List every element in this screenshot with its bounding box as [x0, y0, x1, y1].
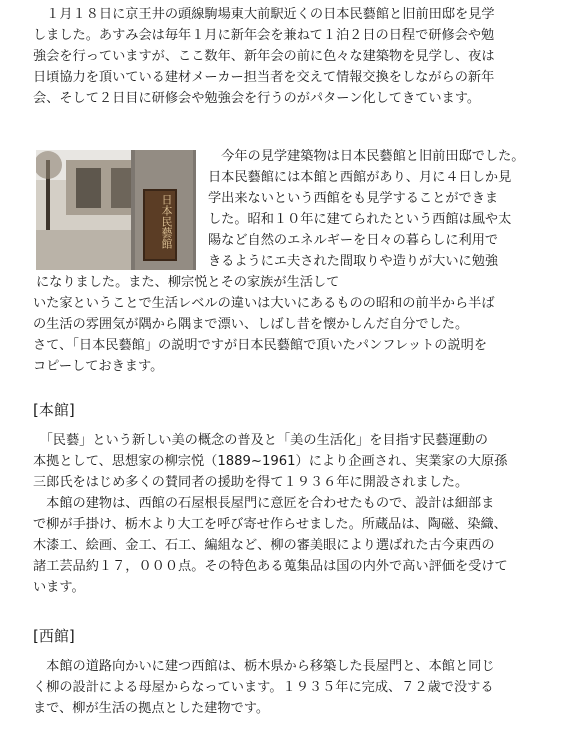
continuation-line: の生活の雰囲気が隅から隅まで漂い、しばし昔を懐かしんだ自分でした。 — [33, 317, 469, 332]
honkan-heading: [本館] — [33, 401, 75, 419]
honkan-line: います。 — [33, 580, 85, 595]
side-paragraph — [36, 146, 538, 293]
intro-line: 日頃協力を頂いている建材メーカー担当者を交えて情報交換をしながらの新年 — [33, 70, 495, 85]
nishikan-line: まで、柳が生活の拠点とした建物です。 — [33, 701, 270, 716]
continuation-paragraph — [33, 293, 539, 377]
honkan-body — [33, 430, 539, 598]
honkan-line: で柳が手掛け、栃木より大工を呼び寄せ作らせました。所蔵品は、陶磁、染織、 — [33, 517, 507, 532]
nishikan-section — [33, 626, 539, 647]
side-line: 今年の見学建築物は日本民藝館と旧前田邸でした。 — [208, 149, 525, 164]
honkan-section — [33, 400, 539, 421]
intro-line: 強会を行っていますが、ここ数年、新年会の前に色々な建築物を見学し、夜は — [33, 49, 495, 64]
intro-paragraph — [33, 4, 539, 109]
intro-line: しました。あすみ会は毎年１月に新年会を兼ねて１泊２日の日程で研修会や勉 — [33, 28, 495, 43]
continuation-line: コピーしておきます。 — [33, 359, 164, 374]
intro-line: 会、そして２日目に研修会や勉強会を行うのがパターン化してきています。 — [33, 91, 481, 106]
side-line: になりました。また、柳宗悦とその家族が生活して — [36, 275, 340, 290]
honkan-line: 諸工芸品約１７，０００点。その特色ある蒐集品は国の内外で高い評価を受けて — [33, 559, 508, 574]
side-line: 陽など自然のエネルギーを日々の暮らしに利用で — [208, 233, 499, 248]
honkan-line: 三郎氏をはじめ多くの賛同者の援助を得て１９３６年に開設されました。 — [33, 475, 469, 490]
nishikan-body — [33, 656, 539, 719]
side-line: した。昭和１０年に建てられたという西館は風や太 — [208, 212, 512, 227]
side-line: 学出来ないという西館をも見学することができま — [208, 191, 499, 206]
honkan-line: 本館の建物は、西館の石屋根長屋門に意匠を合わせたもので、設計は細部ま — [33, 496, 495, 511]
honkan-line: 本拠として、思想家の柳宗悦（1889~1961）により企画され、実業家の大原孫 — [33, 454, 508, 469]
nishikan-heading: [西館] — [33, 627, 75, 645]
honkan-line: 「民藝」という新しい美の概念の普及と「美の生活化」を目指す民藝運動の — [33, 433, 488, 448]
museum-entrance-photo — [36, 150, 196, 270]
honkan-line: 木漆工、絵画、金工、石工、編組など、柳の審美眼により選ばれた古今東西の — [33, 538, 495, 553]
side-line: 日本民藝館には本館と西館があり、月に４日しか見 — [208, 170, 512, 185]
nishikan-line: く柳の設計による母屋からなっています。１９３５年に完成、７２歳で没する — [33, 680, 494, 695]
continuation-line: さて、「日本民藝館」の説明ですが日本民藝館で頂いたパンフレットの説明を — [33, 338, 488, 353]
side-line: きるようにエ夫された間取りや造りが大いに勉強 — [208, 254, 499, 269]
continuation-line: いた家ということで生活レベルの違いは大いにあるものの昭和の前半から半ば — [33, 296, 495, 311]
intro-line: １月１８日に京王井の頭線駒場東大前駅近くの日本民藝館と旧前田邸を見学 — [33, 7, 495, 22]
plaque-text: 日本民藝館 — [160, 194, 173, 249]
nishikan-line: 本館の道路向かいに建つ西館は、栃木県から移築した長屋門と、本館と同じ — [33, 659, 495, 674]
